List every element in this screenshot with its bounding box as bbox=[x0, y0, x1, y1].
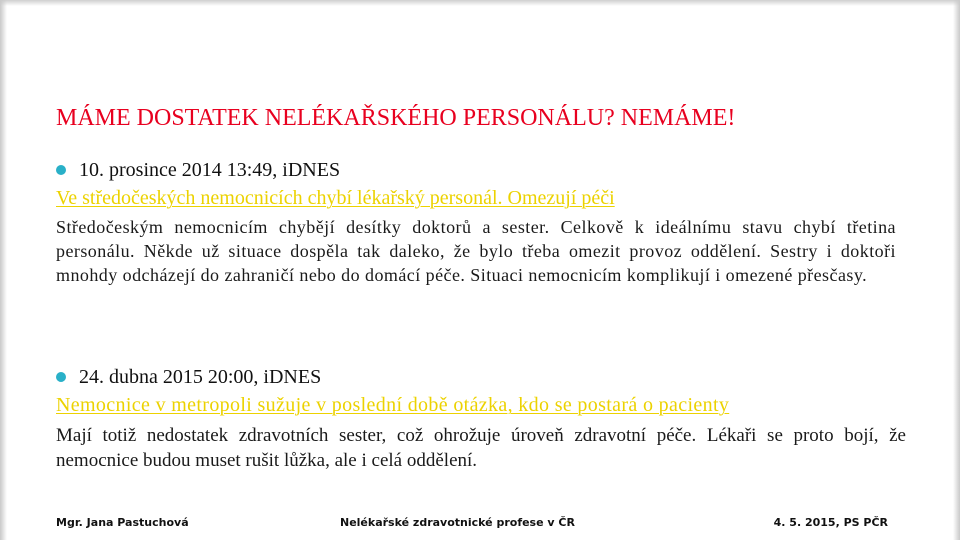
news-item-date-source: 10. prosince 2014 13:49, iDNES bbox=[79, 159, 341, 181]
news-item-header bbox=[56, 364, 906, 390]
news-item-body: Středočeským nemocnicím chybějí desítky doktorů a sester. Celkově k ideálnímu stavu chybí třetina personálu. Někde už situace dospěla tak daleko, že bylo třeba omezit provoz oddělení. Sestry i doktoři mnohdy odcházejí do zahraničí nebo do domácí péče. Situaci nemocnicím komplikují i omezené přesčasy. bbox=[56, 217, 896, 285]
news-item-2 bbox=[56, 364, 906, 473]
bullet-dot-icon bbox=[56, 372, 66, 382]
bullet-dot-icon bbox=[56, 165, 66, 175]
news-headline-link[interactable]: Ve středočeských nemocnicích chybí lékařský personál. Omezují péči bbox=[56, 187, 615, 209]
footer-date: 4. 5. 2015, PS PČR bbox=[773, 516, 888, 529]
slide-edge-shadow-right bbox=[953, 0, 960, 540]
news-item-header bbox=[56, 157, 906, 183]
slide-edge-shadow-top bbox=[0, 0, 960, 6]
news-item-body: Mají totiž nedostatek zdravotních sester, což ohrožuje úroveň zdravotní péče. Lékaři se proto bojí, že nemocnice budou muset rušit lůžka, ale i celá oddělení. bbox=[56, 425, 906, 471]
footer-author: Mgr. Jana Pastuchová bbox=[56, 516, 189, 529]
slide-edge-shadow-left bbox=[0, 0, 7, 540]
footer-topic: Nelékařské zdravotnické profese v ČR bbox=[340, 516, 575, 529]
news-headline-link[interactable]: Nemocnice v metropoli sužuje v poslední době otázka, kdo se postará o pacienty bbox=[56, 394, 730, 416]
slide-title: MÁME DOSTATEK NELÉKAŘSKÉHO PERSONÁLU? NEMÁME! bbox=[56, 105, 736, 131]
news-item-1 bbox=[56, 157, 906, 287]
news-item-date-source: 24. dubna 2015 20:00, iDNES bbox=[79, 366, 322, 388]
